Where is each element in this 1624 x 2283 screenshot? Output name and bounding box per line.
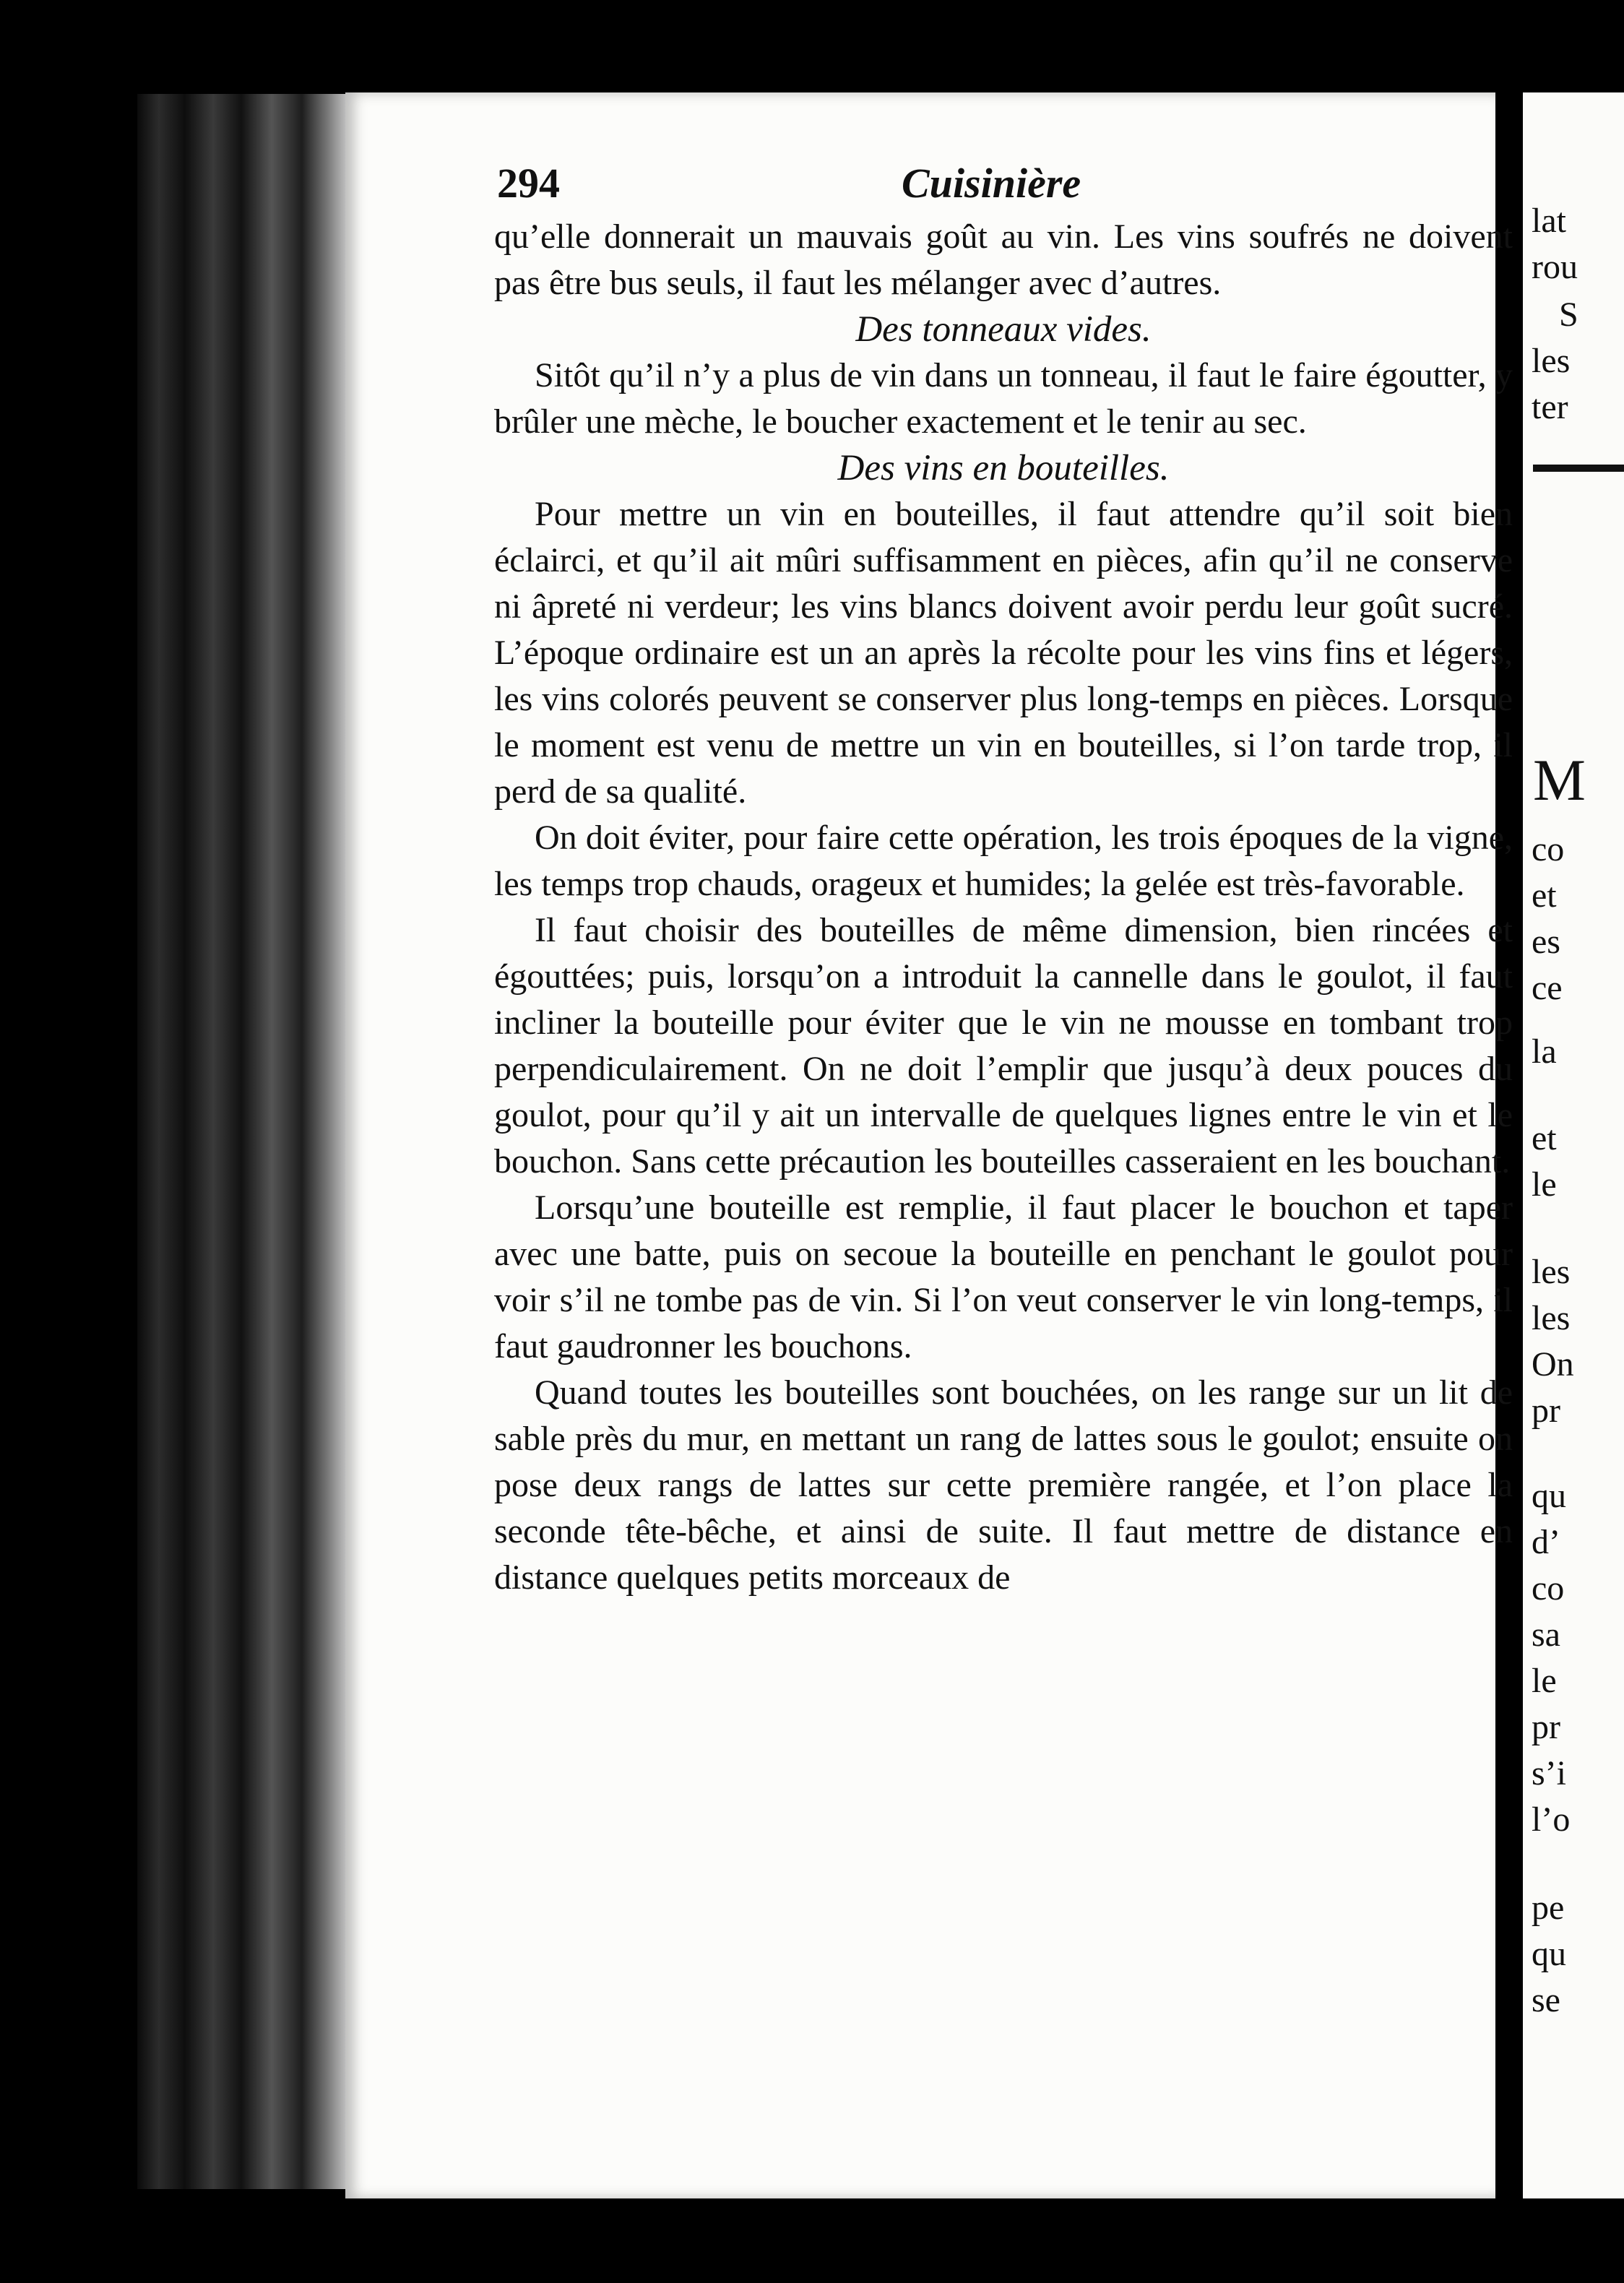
fragment: sa — [1532, 1615, 1560, 1654]
paragraph: Sitôt qu’il n’y a plus de vin dans un tonneau, il faut le faire égoutter, y brûler une mèche, le boucher exactement et le tenir au sec. — [494, 356, 1513, 441]
fragment: On — [1532, 1345, 1574, 1384]
page-number: 294 — [497, 160, 560, 207]
paragraph: On doit éviter, pour faire cette opération, les trois époques de la vigne, les temps trop chauds, orageux et humides; la gelée est très-favorable. — [494, 819, 1513, 903]
fragment: s’i — [1532, 1754, 1566, 1792]
book-spine — [137, 94, 354, 2189]
paragraph: qu’elle donnerait un mauvais goût au vin. Les vins soufrés ne doivent pas être bus seuls, il faut les mélanger avec d’autres. — [494, 217, 1513, 302]
fragment: se — [1532, 1981, 1560, 2019]
running-title: Cuisinière — [902, 160, 1081, 207]
fragment: et — [1532, 1119, 1557, 1157]
fragment: le — [1532, 1662, 1557, 1700]
right-page-edge — [1523, 92, 1624, 2198]
fragment: rou — [1532, 248, 1578, 286]
section-heading: Des tonneaux vides. — [855, 309, 1152, 350]
fragment: pr — [1532, 1708, 1560, 1746]
paragraph: Il faut choisir des bouteilles de même dimension, bien rincées et égouttées; puis, lorsqu’on a introduit la cannelle dans le goulot, il faut incliner la bouteille pour éviter que le vin ne mousse en tombant trop perpendiculairement. On ne doit l’emplir que jusqu’à deux pouces du goulot, pour qu’il y ait un intervalle de quelques lignes entre le vin et le bouchon. Sans cette précaution les bouteilles casseraient en les bouchant. — [494, 911, 1513, 1181]
fragment: es — [1532, 923, 1560, 961]
initial-letter: M — [1533, 747, 1586, 813]
fragment: d’ — [1532, 1523, 1560, 1561]
fragment: co — [1532, 830, 1565, 868]
fragment: le — [1532, 1165, 1557, 1204]
fragment: l’o — [1532, 1800, 1571, 1839]
page-text — [494, 214, 1513, 1601]
fragment: les — [1532, 342, 1571, 380]
fragment: pe — [1532, 1889, 1565, 1927]
fragment: les — [1532, 1299, 1571, 1337]
fragment: lat — [1532, 202, 1566, 240]
paragraph: Quand toutes les bouteilles sont bouchées, on les range sur un lit de sable près du mur, en mettant un rang de lattes sous le goulot; ensuite on pose deux rangs de lattes sur cette première rangée, et l’on place la seconde tête-bêche, et ainsi de suite. Il faut mettre de distance en distance quelques petits morceaux de — [494, 1373, 1513, 1597]
fragment: pr — [1532, 1391, 1560, 1430]
fragment: et — [1532, 876, 1557, 915]
fragment: la — [1532, 1032, 1557, 1071]
section-heading: Des vins en bouteilles. — [837, 448, 1170, 488]
fragment: qu — [1532, 1477, 1566, 1515]
left-page — [345, 92, 1513, 2198]
paragraph: Lorsqu’une bouteille est remplie, il faut placer le bouchon et taper avec une batte, puis on secoue la bouteille en penchant le goulot pour voir s’il ne tombe pas de vin. Si l’on veut conserver le vin long-temps, il faut gaudronner les bouchons. — [494, 1188, 1513, 1365]
fragment: co — [1532, 1569, 1565, 1607]
fragment: les — [1532, 1253, 1571, 1291]
fragment: S — [1559, 295, 1578, 334]
rule — [1533, 465, 1624, 472]
fragment: ter — [1532, 388, 1568, 426]
paragraph: Pour mettre un vin en bouteilles, il faut attendre qu’il soit bien éclairci, et qu’il ait mûri suffisamment en pièces, afin qu’il ne conserve ni âpreté ni verdeur; les vins blancs doivent avoir perdu leur goût sucré. L’époque ordinaire est un an après la récolte pour les vins fins et légers, les vins colorés peuvent se conserver plus long-temps en pièces. Lorsque le moment est venu de mettre un vin en bouteilles, si l’on tarde trop, il perd de sa qualité. — [494, 495, 1513, 811]
fragment: ce — [1532, 969, 1563, 1007]
fragment: qu — [1532, 1935, 1566, 1973]
